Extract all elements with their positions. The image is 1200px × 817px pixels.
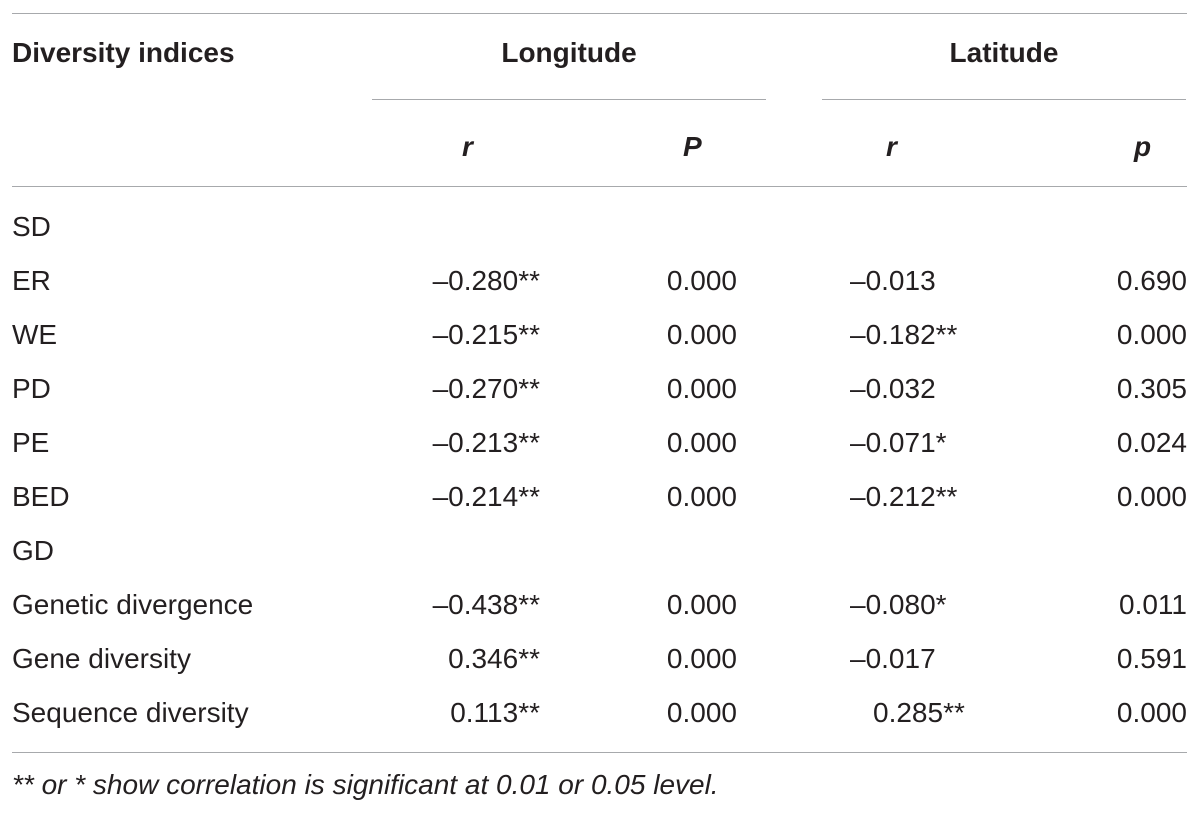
- longitude-r-value: –0.270**: [432, 373, 540, 404]
- header-longitude-r: r: [462, 131, 473, 162]
- header-bottom-rule: [12, 186, 1187, 187]
- header-longitude: Longitude: [501, 37, 637, 68]
- latitude-r-value: –0.071*: [850, 427, 947, 458]
- latitude-p-value: 0.690: [1116, 265, 1187, 296]
- table-top-rule: [12, 13, 1187, 14]
- row-label: PE: [12, 427, 50, 458]
- latitude-group-rule: [822, 99, 1186, 100]
- row-label: Sequence diversity: [12, 697, 249, 728]
- row-label: Genetic divergence: [12, 589, 254, 620]
- row-label: GD: [12, 535, 54, 566]
- latitude-r-value: 0.285**: [873, 697, 965, 728]
- longitude-r-value: 0.113**: [450, 697, 540, 728]
- table-bottom-rule: [12, 752, 1187, 753]
- table-footnote: ** or * show correlation is significant at 0.01 or 0.05 level.: [12, 769, 719, 800]
- latitude-p-value: 0.024: [1116, 427, 1187, 458]
- latitude-p-value: 0.000: [1116, 319, 1187, 350]
- row-label: ER: [12, 265, 51, 296]
- latitude-p-value: 0.011: [1119, 589, 1187, 620]
- header-longitude-p: P: [683, 131, 702, 162]
- latitude-p-value: 0.000: [1116, 481, 1187, 512]
- longitude-r-value: –0.214**: [432, 481, 540, 512]
- latitude-r-value: –0.013: [850, 265, 936, 296]
- longitude-p-value: 0.000: [666, 643, 737, 674]
- longitude-r-value: –0.213**: [432, 427, 540, 458]
- longitude-p-value: 0.000: [666, 481, 737, 512]
- row-label: SD: [12, 211, 51, 242]
- longitude-r-value: –0.215**: [432, 319, 540, 350]
- longitude-r-value: –0.280**: [432, 265, 540, 296]
- row-label: WE: [12, 319, 58, 350]
- latitude-r-value: –0.032: [850, 373, 936, 404]
- header-latitude-r: r: [886, 131, 897, 162]
- latitude-r-value: –0.080*: [850, 589, 947, 620]
- header-latitude-p: p: [1134, 131, 1152, 162]
- header-diversity-indices: Diversity indices: [12, 37, 235, 68]
- latitude-r-value: –0.182**: [850, 319, 958, 350]
- longitude-p-value: 0.000: [666, 589, 737, 620]
- longitude-p-value: 0.000: [666, 697, 737, 728]
- latitude-p-value: 0.305: [1116, 373, 1187, 404]
- longitude-p-value: 0.000: [666, 373, 737, 404]
- latitude-r-value: –0.212**: [850, 481, 958, 512]
- row-label: PD: [12, 373, 51, 404]
- longitude-r-value: 0.346**: [448, 643, 540, 674]
- longitude-p-value: 0.000: [666, 427, 737, 458]
- longitude-p-value: 0.000: [666, 319, 737, 350]
- latitude-r-value: –0.017: [850, 643, 936, 674]
- longitude-group-rule: [372, 99, 766, 100]
- row-label: BED: [12, 481, 70, 512]
- header-latitude: Latitude: [949, 37, 1059, 68]
- row-label: Gene diversity: [12, 643, 191, 674]
- longitude-p-value: 0.000: [666, 265, 737, 296]
- latitude-p-value: 0.591: [1116, 643, 1187, 674]
- latitude-p-value: 0.000: [1116, 697, 1187, 728]
- longitude-r-value: –0.438**: [432, 589, 540, 620]
